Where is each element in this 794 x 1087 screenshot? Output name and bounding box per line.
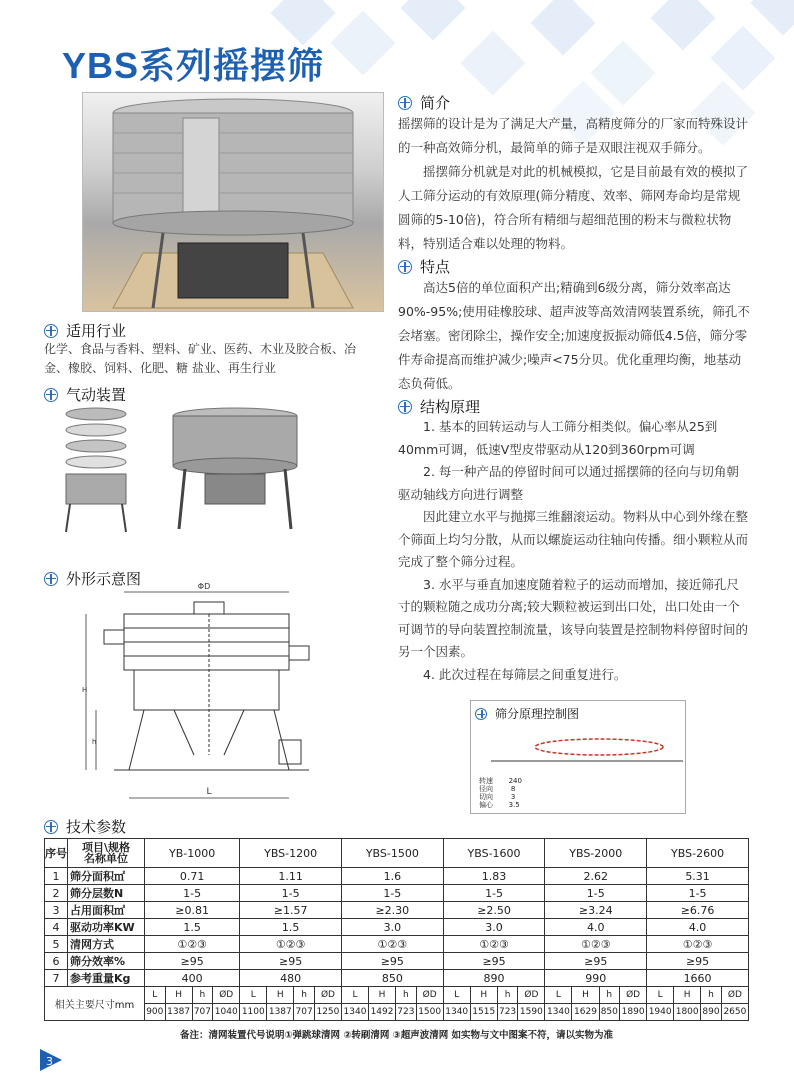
row-value: 0.71: [145, 868, 240, 885]
dim-value: 1340: [545, 1004, 572, 1021]
structure-text: 1. 基本的回转运动与人工筛分相类似。偏心率从25到40mm可调，低速V型皮带驱动从120到360rpm可调 2. 每一种产品的停留时间可以通过摇摆筛的径向与切角朝驱动轴线方向进行调整 因此建立水平与抛掷三维翻滚运动。物料从中心到外缘在整个筛面上均匀分散，从而以螺旋运动往轴向传播。细小颗粒从而完成了整个筛分过程。 3. 水平与垂直加速度随着粒子的运动而增加，接近筛孔尺寸的颗粒随之成功分离;较大颗粒被运到出口处，出口处由一个可调节的导向装置控制流量，该导向装置是控制物料停留时间的 另一个因素。 4. 此次过程在每筛层之间重复进行。: [398, 419, 749, 682]
row-no: 5: [45, 936, 68, 953]
header-no: 序号: [45, 839, 68, 868]
dim-label-diameter: ΦD: [197, 582, 211, 591]
row-name: 占用面积㎡: [68, 902, 145, 919]
dim-value: 2650: [721, 1004, 748, 1021]
row-value: 990: [545, 970, 647, 987]
section-heading-intro: 简介: [398, 92, 450, 113]
legend-row: 切向 3: [479, 793, 516, 801]
row-value: 1.6: [341, 868, 443, 885]
row-value: 2.62: [545, 868, 647, 885]
dim-value: 1500: [416, 1004, 443, 1021]
dim-header: h: [599, 987, 620, 1004]
row-value: 1-5: [443, 885, 545, 902]
legend-row: 偏心 3.5: [479, 801, 520, 809]
dim-value: 1629: [572, 1004, 599, 1021]
dim-header: H: [572, 987, 599, 1004]
header-model: YBS-2000: [545, 839, 647, 868]
header-model: YBS-1200: [240, 839, 342, 868]
row-value: 1.5: [240, 919, 342, 936]
dim-label: 相关主要尺寸mm: [45, 987, 145, 1021]
row-value: 1.83: [443, 868, 545, 885]
row-value: ≥95: [341, 953, 443, 970]
dim-value: 1590: [518, 1004, 545, 1021]
pneumatic-photo-assembled: [165, 404, 305, 534]
dim-header: ØD: [416, 987, 443, 1004]
dim-header: L: [341, 987, 368, 1004]
row-name: 筛分面积㎡: [68, 868, 145, 885]
table-row: [45, 919, 749, 936]
table-header-row: [45, 839, 749, 868]
dim-header: ØD: [213, 987, 240, 1004]
header-model: YBS-1500: [341, 839, 443, 868]
features-text: 高达5倍的单位面积产出;精确到6级分离，筛分效率高达90%-95%;使用硅橡胶球、超声波等高效清网装置系统，筛孔不会堵塞。密闭除尘，操作安全;加速度扳振动筛低4.5倍，筛分零件寿命提高而维护减少;噪声<75分贝。优化重理均衡，地基动态负荷低。: [398, 280, 750, 391]
intro-text: 摇摆筛的设计是为了满足大产量，高精度筛分的厂家而特殊设计的一种高效筛分机，最简单的筛子是双眼注视双手筛分。 摇摆筛分机就是对此的机械模拟，它是目前最有效的模拟了人工筛分运动的有效原理(筛分精度、效率、筛网寿命均是常规圆筛的5-10倍)，符合所有精细与超细范围的粉末与微粒状物料，特别适合难以处理的物料。: [398, 116, 749, 251]
page-number-badge: [40, 1049, 62, 1071]
row-name: 参考重量Kg: [68, 970, 145, 987]
spec-table: [44, 838, 749, 1021]
row-value: ①②③: [341, 936, 443, 953]
table-row: [45, 902, 749, 919]
circle-plus-icon: [44, 820, 58, 834]
dim-header: ØD: [620, 987, 647, 1004]
dim-header: H: [470, 987, 497, 1004]
row-value: 4.0: [545, 919, 647, 936]
dim-header: L: [545, 987, 572, 1004]
dim-value-row: [45, 1004, 749, 1021]
dim-label-height: H: [82, 686, 88, 694]
header-item-top: 项目\规格: [81, 841, 131, 854]
dim-value: 1040: [213, 1004, 240, 1021]
dim-value: 1387: [165, 1004, 192, 1021]
row-value: 1-5: [341, 885, 443, 902]
row-value: 1.11: [240, 868, 342, 885]
dim-value: 1387: [267, 1004, 294, 1021]
row-value: ≥1.57: [240, 902, 342, 919]
swing-screen-illustration: [83, 93, 383, 311]
pneumatic-photo-exploded: [56, 404, 136, 534]
dim-value: 890: [701, 1004, 722, 1021]
dim-header: H: [369, 987, 396, 1004]
section-heading-pneumatic: 气动装置: [44, 384, 126, 405]
row-value: 1660: [647, 970, 749, 987]
row-value: 3.0: [443, 919, 545, 936]
row-value: 1-5: [240, 885, 342, 902]
circle-plus-icon: [44, 324, 58, 338]
dim-value: 723: [497, 1004, 518, 1021]
dim-label-h: h: [92, 738, 97, 746]
row-value: 1.5: [145, 919, 240, 936]
dim-header: h: [192, 987, 213, 1004]
dim-header: H: [267, 987, 294, 1004]
outline-drawing: [74, 580, 324, 810]
page-title: YBS系列摇摆筛: [62, 45, 325, 86]
dim-value: 707: [294, 1004, 315, 1021]
row-value: ≥2.50: [443, 902, 545, 919]
section-heading-specs: 技术参数: [44, 816, 126, 837]
dim-header: h: [294, 987, 315, 1004]
dim-header: h: [396, 987, 417, 1004]
section-heading-outline: 外形示意图: [44, 568, 141, 589]
assembled-view-illustration: [165, 404, 305, 534]
row-value: ≥95: [443, 953, 545, 970]
row-value: ≥0.81: [145, 902, 240, 919]
table-row: [45, 953, 749, 970]
row-name: 筛分效率%: [68, 953, 145, 970]
row-no: 2: [45, 885, 68, 902]
row-no: 4: [45, 919, 68, 936]
table-row: [45, 936, 749, 953]
dim-header: ØD: [721, 987, 748, 1004]
row-value: 1-5: [647, 885, 749, 902]
exploded-view-illustration: [56, 404, 136, 534]
row-name: 清网方式: [68, 936, 145, 953]
row-no: 1: [45, 868, 68, 885]
row-no: 7: [45, 970, 68, 987]
header-item-bottom: 名称单位: [84, 852, 128, 865]
row-value: 850: [341, 970, 443, 987]
row-value: 480: [240, 970, 342, 987]
dim-value: 900: [145, 1004, 166, 1021]
dim-header: L: [145, 987, 166, 1004]
section-heading-structure: 结构原理: [398, 396, 480, 417]
dim-value: 1250: [314, 1004, 341, 1021]
legend-row: 转速 240: [479, 777, 522, 785]
row-value: ①②③: [545, 936, 647, 953]
row-value: ≥95: [545, 953, 647, 970]
circle-plus-icon: [398, 260, 412, 274]
table-row: [45, 868, 749, 885]
industries-text: 化学、食品与香料、塑料、矿业、医药、木业及胶合板、冶金、橡胶、饲料、化肥、糖 盐业、再生行业: [44, 342, 357, 375]
section-heading-industries: 适用行业: [44, 320, 126, 341]
dim-label-length: L: [206, 787, 212, 797]
row-value: 1-5: [145, 885, 240, 902]
row-value: 5.31: [647, 868, 749, 885]
circle-plus-icon: [398, 400, 412, 414]
row-value: 890: [443, 970, 545, 987]
product-photo: [82, 92, 384, 312]
header-model: YBS-2600: [647, 839, 749, 868]
circle-plus-icon: [398, 96, 412, 110]
header-model: YB-1000: [145, 839, 240, 868]
row-value: ①②③: [443, 936, 545, 953]
section-heading-control: 筛分原理控制图: [475, 705, 579, 722]
header-model: YBS-1600: [443, 839, 545, 868]
dim-header: H: [674, 987, 701, 1004]
dim-value: 1800: [674, 1004, 701, 1021]
dim-value: 850: [599, 1004, 620, 1021]
row-value: ①②③: [145, 936, 240, 953]
row-value: ①②③: [240, 936, 342, 953]
dim-header-row: [45, 987, 749, 1004]
dim-header: ØD: [314, 987, 341, 1004]
table-footnote: 备注：清网装置代号说明①弹跳球清网 ②转刷清网 ③超声波清网 如实物与文中图案不符，请以实物为准: [179, 1030, 614, 1041]
section-heading-features: 特点: [398, 256, 450, 277]
table-row: [45, 970, 749, 987]
header-item: [68, 839, 145, 868]
dim-value: 1492: [369, 1004, 396, 1021]
control-diagram: [470, 700, 686, 814]
circle-plus-icon: [44, 572, 58, 586]
row-value: ≥2.30: [341, 902, 443, 919]
dim-value: 707: [192, 1004, 213, 1021]
legend-row: 径向 8: [479, 785, 516, 793]
control-legend: [479, 777, 522, 809]
row-value: ≥95: [145, 953, 240, 970]
row-value: 1-5: [545, 885, 647, 902]
row-name: 驱动功率KW: [68, 919, 145, 936]
row-value: 4.0: [647, 919, 749, 936]
dim-value: 1515: [470, 1004, 497, 1021]
row-value: 3.0: [341, 919, 443, 936]
dim-value: 1940: [647, 1004, 674, 1021]
row-value: ≥3.24: [545, 902, 647, 919]
row-value: 400: [145, 970, 240, 987]
row-value: ≥95: [647, 953, 749, 970]
dim-header: L: [647, 987, 674, 1004]
table-row: [45, 885, 749, 902]
dim-header: L: [240, 987, 267, 1004]
dim-header: h: [701, 987, 722, 1004]
dim-value: 1340: [341, 1004, 368, 1021]
dim-value: 1100: [240, 1004, 267, 1021]
dim-value: 1340: [443, 1004, 470, 1021]
row-no: 6: [45, 953, 68, 970]
page-number: 3: [46, 1055, 53, 1068]
dim-header: L: [443, 987, 470, 1004]
row-name: 筛分层数N: [68, 885, 145, 902]
row-no: 3: [45, 902, 68, 919]
dim-value: 1890: [620, 1004, 647, 1021]
dim-header: ØD: [518, 987, 545, 1004]
row-value: ≥95: [240, 953, 342, 970]
dim-value: 723: [396, 1004, 417, 1021]
circle-plus-icon: [44, 388, 58, 402]
dim-header: h: [497, 987, 518, 1004]
dim-header: H: [165, 987, 192, 1004]
row-value: ≥6.76: [647, 902, 749, 919]
row-value: ①②③: [647, 936, 749, 953]
